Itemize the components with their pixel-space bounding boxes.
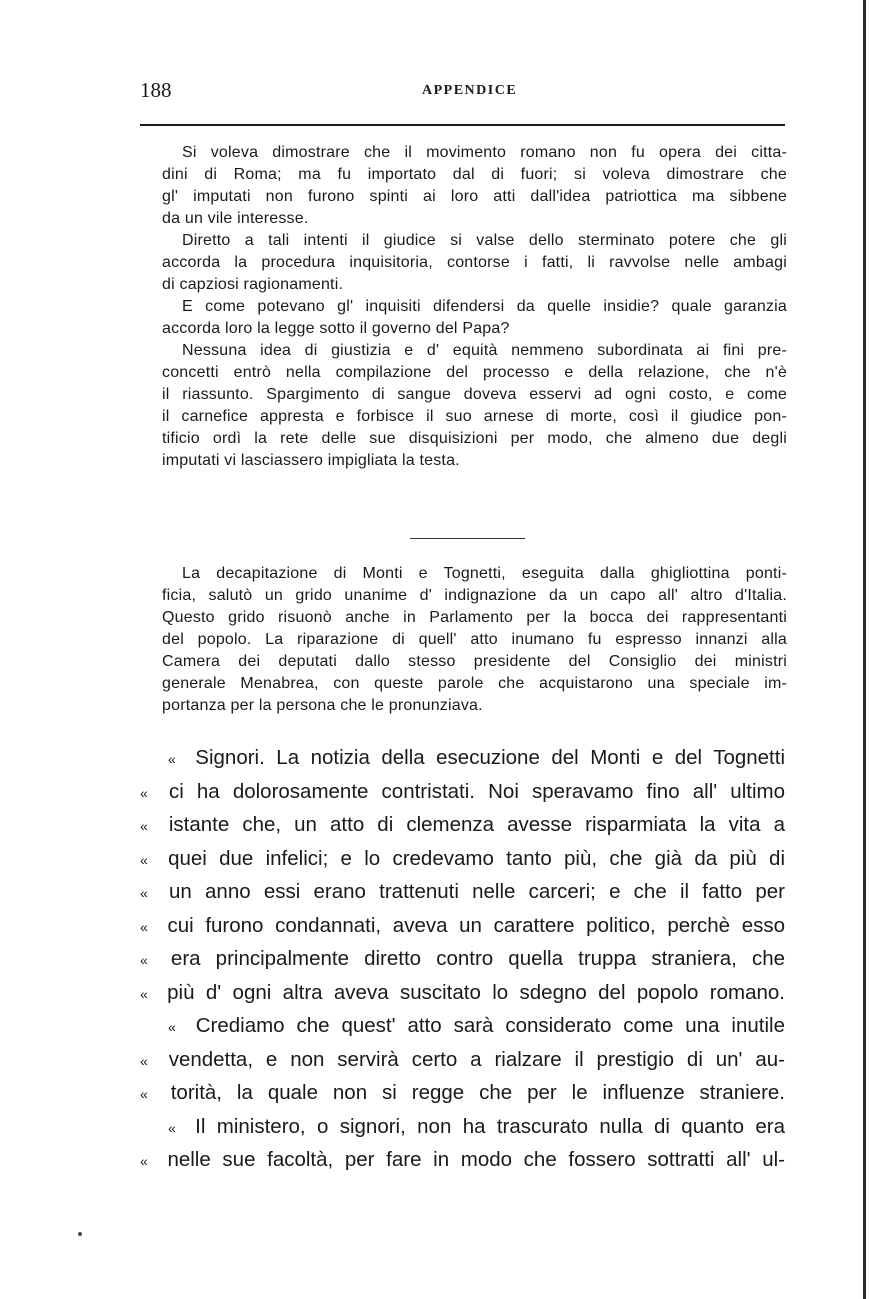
guillemet-mark: « <box>140 885 148 901</box>
text-line: portanza per la persona che le pronunziava. <box>162 697 483 714</box>
text-line: E come potevano gl' inquisiti difendersi da quelle insidie? quale garanzia <box>182 298 787 315</box>
text-line: il carnefice appresta e forbisce il suo arnese di morte, così il giudice pon- <box>162 408 787 425</box>
running-title: APPENDICE <box>422 83 518 98</box>
quote-line <box>140 977 785 1011</box>
paragraph <box>142 230 787 296</box>
guillemet-mark: « <box>168 1019 176 1035</box>
text-line: da un vile interesse. <box>162 210 309 227</box>
paragraph <box>142 142 787 230</box>
text-line: Nessuna idea di giustizia e d' equità nemmeno subordinata ai fini pre- <box>182 342 787 359</box>
quote-line <box>140 876 785 910</box>
quote-text: era principalmente diretto contro quella truppa straniera, che <box>170 947 785 970</box>
text-line: dini di Roma; ma fu importato dal di fuori; si voleva dimostrare che <box>162 166 787 183</box>
text-line: gl' imputati non furono spinti ai loro atti dall'idea patriottica ma sibbene <box>162 188 787 205</box>
quote-line <box>140 809 785 843</box>
quote-line <box>140 776 785 810</box>
text-line: Si voleva dimostrare che il movimento romano non fu opera dei citta- <box>182 144 787 161</box>
section-2 <box>142 563 787 717</box>
guillemet-mark: « <box>140 952 148 968</box>
quote-text: Signori. La notizia della esecuzione del Monti e del Tognetti <box>195 746 785 769</box>
quote-text: ci ha dolorosamente contristati. Noi speravamo fino all' ultimo <box>168 779 785 803</box>
guillemet-mark: « <box>140 784 148 801</box>
quote-line <box>140 1077 785 1111</box>
page-header <box>140 78 780 108</box>
text-line: imputati vi lasciassero impigliata la testa. <box>162 452 460 469</box>
text-line: tificio ordì la rete delle sue disquisizioni per modo, che almeno due degli <box>162 430 787 447</box>
quote-line <box>140 1111 785 1145</box>
guillemet-mark: « <box>140 918 148 935</box>
quote-text: istante che, un atto di clemenza avesse risparmiata la vita a <box>168 813 785 836</box>
text-line: Diretto a tali intenti il giudice si valse dello sterminato potere che gli <box>182 232 787 249</box>
text-line: ficia, salutò un grido unanime d' indignazione da un capo all' altro d'Italia. <box>162 587 787 604</box>
text-line: La decapitazione di Monti e Tognetti, eseguita dalla ghigliottina ponti- <box>182 565 787 582</box>
quote-line <box>140 943 785 977</box>
guillemet-mark: « <box>140 818 148 834</box>
text-line: concetti entrò nella compilazione del processo e della relazione, che n'è <box>162 364 787 381</box>
page-number: 188 <box>140 78 172 102</box>
quote-text: Crediamo che quest' atto sarà considerato come una inutile <box>195 1014 785 1037</box>
guillemet-mark: « <box>140 1153 148 1169</box>
quote-line <box>140 742 785 776</box>
text-line: Questo grido risuonò anche in Parlamento per la bocca dei rappresentanti <box>162 609 787 626</box>
text-line: Camera dei deputati dallo stesso presidente del Consiglio dei ministri <box>162 653 787 670</box>
quote-text: vendetta, e non servirà certo a rialzare il prestigio di un' au- <box>168 1047 785 1071</box>
print-speck <box>78 1232 82 1236</box>
guillemet-mark: « <box>168 751 176 767</box>
quote-text: nelle sue facoltà, per fare in modo che fossero sottratti all' ul- <box>167 1148 785 1171</box>
quote-line <box>140 843 785 877</box>
quote-text: quei due infelici; e lo credevamo tanto più, che già da più di <box>168 846 785 870</box>
page-edge-line <box>863 0 866 1299</box>
quote-text: Il ministero, o signori, non ha trascurato nulla di quanto era <box>195 1114 785 1138</box>
text-line: accorda loro la legge sotto il governo del Papa? <box>162 320 510 337</box>
text-line: il riassunto. Spargimento di sangue doveva esservi ad ogni costo, e come <box>162 386 787 403</box>
text-line: accorda la procedura inquisitoria, contorse i fatti, li ravvolse nelle ambagi <box>162 254 787 271</box>
quote-text: torità, la quale non si regge che per le influenze straniere. <box>170 1081 785 1104</box>
guillemet-mark: « <box>140 1052 148 1069</box>
paragraph <box>142 296 787 340</box>
guillemet-mark: « <box>168 1119 176 1136</box>
text-line: del popolo. La riparazione di quell' atto inumano fu espresso innanzi alla <box>162 631 787 648</box>
section-separator <box>410 538 525 539</box>
text-line: di capziosi ragionamenti. <box>162 276 344 293</box>
quote-text: cui furono condannati, aveva un carattere politico, perchè esso <box>167 913 786 937</box>
paragraph <box>142 340 787 472</box>
section-1 <box>142 142 787 472</box>
quote-line <box>140 910 785 944</box>
quote-text: un anno essi erano trattenuti nelle carceri; e che il fatto per <box>169 880 785 903</box>
text-line: generale Menabrea, con queste parole che acquistarono una speciale im- <box>162 675 787 692</box>
guillemet-mark: « <box>140 851 148 868</box>
quote-text: più d' ogni altra aveva suscitato lo sdegno del popolo romano. <box>167 980 785 1004</box>
quote-line <box>140 1010 785 1044</box>
guillemet-mark: « <box>140 1086 148 1102</box>
quoted-speech <box>140 742 785 1178</box>
paragraph <box>142 563 787 717</box>
quote-line <box>140 1144 785 1178</box>
quote-line <box>140 1044 785 1078</box>
header-rule <box>140 124 785 126</box>
guillemet-mark: « <box>140 985 148 1002</box>
